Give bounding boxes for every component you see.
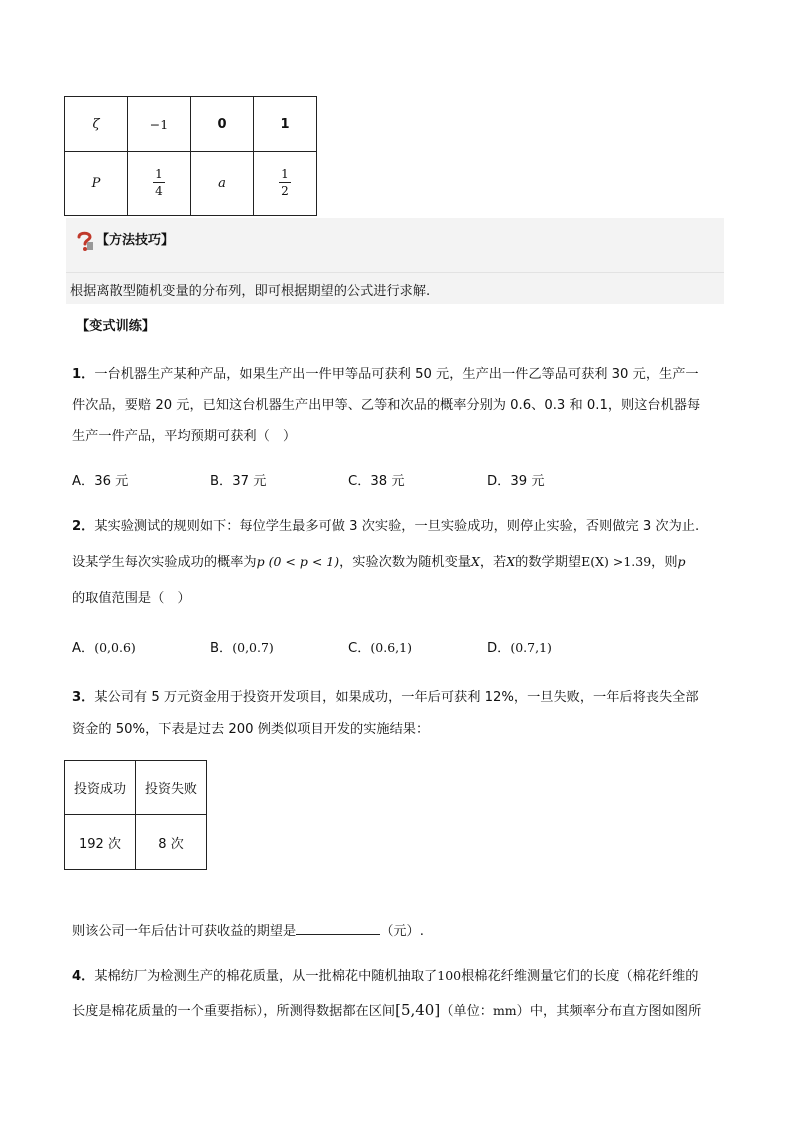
option-value: (0,0.7) bbox=[232, 640, 274, 655]
question-text: （元）. bbox=[380, 924, 424, 939]
distribution-table bbox=[64, 96, 317, 216]
question-text: 则该公司一年后估计可获收益的期望是 bbox=[72, 924, 297, 939]
question-text: 某公司有 5 万元资金用于投资开发项目，如果成功，一年后可获利 12%，一旦失败，一年后将丧失全部 bbox=[94, 690, 699, 705]
question-2-line-2 bbox=[72, 552, 686, 573]
table-header-cell: 投资失败 bbox=[136, 761, 207, 815]
math-expression: E(X) >1.39 bbox=[581, 554, 652, 569]
question-text: 设某学生每次实验成功的概率为 bbox=[72, 555, 257, 570]
question-text: ，若 bbox=[479, 555, 507, 570]
question-1-line-3: 生产一件产品，平均预期可获利（ ） bbox=[72, 429, 297, 444]
option-label: A． bbox=[72, 641, 95, 656]
fraction-denominator: 2 bbox=[281, 184, 289, 198]
option-a[interactable] bbox=[72, 638, 136, 659]
question-2-line-3: 的取值范围是（ ） bbox=[72, 591, 191, 606]
question-text: （单位： bbox=[440, 1004, 493, 1019]
question-4-line-2 bbox=[72, 1000, 701, 1022]
option-b[interactable]: B．37 元 bbox=[210, 474, 267, 489]
method-tips-title: 【方法技巧】 bbox=[96, 233, 175, 248]
question-text: 一台机器生产某种产品，如果生产出一件甲等品可获利 50 元，生产出一件乙等品可获利 30 元，生产一 bbox=[94, 367, 699, 382]
table-row-label: P bbox=[65, 152, 128, 216]
option-value: (0,0.6) bbox=[94, 640, 136, 655]
question-text: ，实验次数为随机变量 bbox=[339, 555, 471, 570]
math-expression: [5,40] bbox=[395, 1001, 441, 1019]
question-text: 的数学期望 bbox=[515, 555, 582, 570]
option-b[interactable] bbox=[210, 638, 274, 659]
option-c[interactable] bbox=[348, 638, 412, 659]
question-3-line-2: 资金的 50%，下表是过去 200 例类似项目开发的实施结果： bbox=[72, 722, 430, 737]
question-mark-icon bbox=[76, 230, 94, 252]
option-d[interactable] bbox=[487, 638, 552, 659]
section-title: 【变式训练】 bbox=[76, 319, 156, 334]
question-2-line-1 bbox=[72, 517, 699, 537]
option-d[interactable]: D．39 元 bbox=[487, 474, 545, 489]
math-expression: 100 bbox=[437, 968, 462, 983]
option-label: C． bbox=[348, 641, 371, 656]
option-c[interactable]: C．38 元 bbox=[348, 474, 405, 489]
fraction-numerator: 1 bbox=[281, 167, 289, 181]
option-value: (0.7,1) bbox=[510, 640, 552, 655]
table-cell bbox=[254, 152, 317, 216]
table-header-cell: 投资成功 bbox=[65, 761, 136, 815]
question-number: 4． bbox=[72, 969, 95, 984]
table-header-cell: 0 bbox=[191, 97, 254, 152]
table-cell: 8 次 bbox=[136, 815, 207, 870]
divider bbox=[66, 272, 724, 273]
table-cell: a bbox=[191, 152, 254, 216]
question-text: 某棉纺厂为检测生产的棉花质量，从一批棉花中随机抽取了 bbox=[94, 969, 438, 984]
table-header-cell: −1 bbox=[128, 97, 191, 152]
fraction bbox=[153, 168, 165, 197]
math-expression: p bbox=[677, 554, 686, 569]
method-tips-text: 根据离散型随机变量的分布列，即可根据期望的公式进行求解. bbox=[70, 284, 431, 299]
fraction-denominator: 4 bbox=[155, 184, 163, 198]
option-label: D． bbox=[487, 641, 511, 656]
question-text: 长度是棉花质量的一个重要指标），所测得数据都在区间 bbox=[72, 1004, 396, 1019]
question-number: 3． bbox=[72, 690, 95, 705]
table-header-cell: 1 bbox=[254, 97, 317, 152]
question-text: ，则 bbox=[651, 555, 678, 570]
option-a[interactable]: A．36 元 bbox=[72, 474, 129, 489]
option-value: (0.6,1) bbox=[370, 640, 412, 655]
question-text: 某实验测试的规则如下：每位学生最多可做 3 次实验，一旦实验成功，则停止实验，否则做完 3 次为止. bbox=[94, 519, 700, 534]
question-1-line-1 bbox=[72, 365, 699, 385]
table-header-cell: ζ bbox=[65, 97, 128, 152]
method-tips-header bbox=[76, 229, 174, 252]
answer-blank[interactable] bbox=[296, 920, 380, 935]
question-text: ）中，其频率分布直方图如图所 bbox=[516, 1004, 702, 1019]
question-number: 2． bbox=[72, 519, 95, 534]
fraction bbox=[279, 168, 291, 197]
math-expression: X bbox=[470, 554, 480, 569]
results-table bbox=[64, 760, 207, 870]
question-text: 根棉花纤维测量它们的长度（棉花纤维的 bbox=[461, 969, 699, 984]
question-number: 1． bbox=[72, 367, 95, 382]
table-cell bbox=[128, 152, 191, 216]
question-3-line-1 bbox=[72, 688, 699, 708]
question-4-line-1 bbox=[72, 966, 698, 987]
math-expression: mm bbox=[492, 1003, 517, 1018]
question-3-line-3 bbox=[72, 920, 424, 942]
table-cell: 192 次 bbox=[65, 815, 136, 870]
option-label: B． bbox=[210, 641, 233, 656]
question-1-line-2: 件次品，要赔 20 元，已知这台机器生产出甲等、乙等和次品的概率分别为 0.6、0.3 和 0.1，则这台机器每 bbox=[72, 398, 701, 413]
fraction-numerator: 1 bbox=[155, 167, 163, 181]
math-expression: X bbox=[506, 554, 516, 569]
math-expression: p (0 < p < 1) bbox=[256, 554, 340, 569]
